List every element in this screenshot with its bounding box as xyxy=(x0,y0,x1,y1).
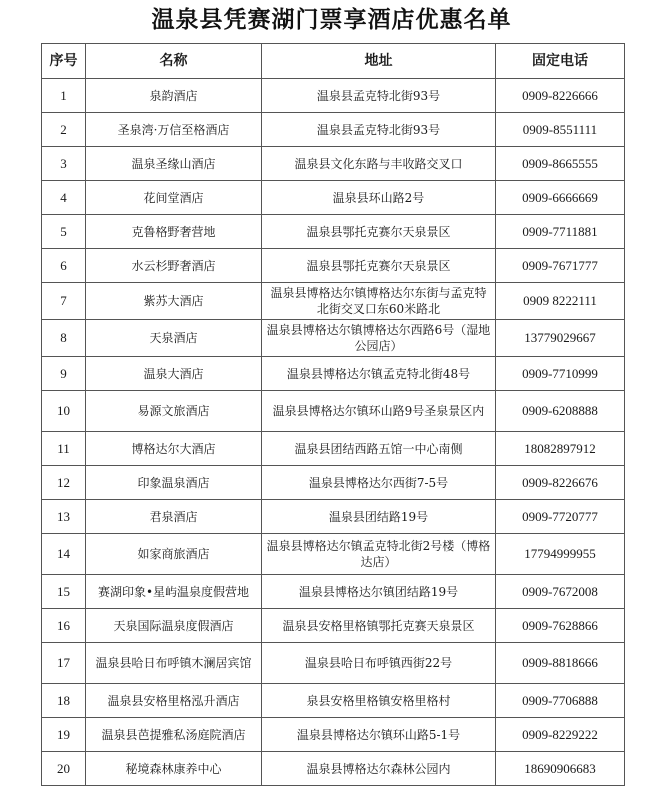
row-number: 3 xyxy=(42,147,86,181)
hotel-address: 温泉县博格达尔镇博格达尔西路6号（湿地公园店） xyxy=(262,320,496,357)
row-number: 1 xyxy=(42,79,86,113)
hotel-phone: 0909-7720777 xyxy=(496,500,625,534)
table-row xyxy=(42,718,625,752)
hotel-phone: 18082897912 xyxy=(496,432,625,466)
hotel-phone: 0909-7672008 xyxy=(496,575,625,609)
hotel-name: 赛湖印象•星屿温泉度假营地 xyxy=(86,575,262,609)
hotel-address: 泉县安格里格镇安格里格村 xyxy=(262,684,496,718)
row-number: 11 xyxy=(42,432,86,466)
row-number: 12 xyxy=(42,466,86,500)
hotel-phone: 0909-6666669 xyxy=(496,181,625,215)
hotel-phone: 18690906683 xyxy=(496,752,625,786)
hotel-address: 温泉县文化东路与丰收路交叉口 xyxy=(262,147,496,181)
table-row xyxy=(42,320,625,357)
table-header-row xyxy=(42,44,625,79)
hotel-name: 克鲁格野奢营地 xyxy=(86,215,262,249)
hotel-address: 温泉县鄂托克赛尔天泉景区 xyxy=(262,249,496,283)
hotel-name: 印象温泉酒店 xyxy=(86,466,262,500)
hotel-phone: 0909-7671777 xyxy=(496,249,625,283)
header-address: 地址 xyxy=(262,44,496,79)
row-number: 8 xyxy=(42,320,86,357)
hotel-address: 温泉县团结路19号 xyxy=(262,500,496,534)
hotel-address: 温泉县博格达尔镇孟克特北街2号楼（博格达店） xyxy=(262,534,496,575)
table-row xyxy=(42,283,625,320)
table-row xyxy=(42,752,625,786)
hotel-name: 泉韵酒店 xyxy=(86,79,262,113)
header-no: 序号 xyxy=(42,44,86,79)
hotel-phone: 0909-8229222 xyxy=(496,718,625,752)
hotel-address: 温泉县博格达尔森林公园内 xyxy=(262,752,496,786)
hotel-phone: 17794999955 xyxy=(496,534,625,575)
header-name: 名称 xyxy=(86,44,262,79)
table-row xyxy=(42,249,625,283)
hotel-address: 温泉县安格里格镇鄂托克赛天泉景区 xyxy=(262,609,496,643)
hotel-name: 秘境森林康养中心 xyxy=(86,752,262,786)
row-number: 19 xyxy=(42,718,86,752)
hotel-phone: 0909 8222111 xyxy=(496,283,625,320)
table-row xyxy=(42,432,625,466)
row-number: 20 xyxy=(42,752,86,786)
hotel-phone: 0909-8551111 xyxy=(496,113,625,147)
hotel-table xyxy=(41,43,625,786)
row-number: 5 xyxy=(42,215,86,249)
table-row xyxy=(42,609,625,643)
hotel-address: 温泉县鄂托克赛尔天泉景区 xyxy=(262,215,496,249)
table-row xyxy=(42,215,625,249)
table-row xyxy=(42,684,625,718)
hotel-name: 水云杉野奢酒店 xyxy=(86,249,262,283)
hotel-name: 圣泉湾·万信至格酒店 xyxy=(86,113,262,147)
table-row xyxy=(42,391,625,432)
hotel-name: 温泉县芭提雅私汤庭院酒店 xyxy=(86,718,262,752)
hotel-name: 花间堂酒店 xyxy=(86,181,262,215)
hotel-address: 温泉县博格达尔镇孟克特北街48号 xyxy=(262,357,496,391)
hotel-phone: 0909-7710999 xyxy=(496,357,625,391)
row-number: 2 xyxy=(42,113,86,147)
hotel-address: 温泉县孟克特北街93号 xyxy=(262,113,496,147)
table-row xyxy=(42,575,625,609)
hotel-address: 温泉县哈日布呼镇西街22号 xyxy=(262,643,496,684)
hotel-phone: 0909-8665555 xyxy=(496,147,625,181)
hotel-name: 天泉国际温泉度假酒店 xyxy=(86,609,262,643)
row-number: 14 xyxy=(42,534,86,575)
hotel-phone: 0909-8818666 xyxy=(496,643,625,684)
hotel-name: 温泉县哈日布呼镇木澜居宾馆 xyxy=(86,643,262,684)
hotel-address: 温泉县博格达尔镇团结路19号 xyxy=(262,575,496,609)
hotel-address: 温泉县环山路2号 xyxy=(262,181,496,215)
table-row xyxy=(42,79,625,113)
table-row xyxy=(42,643,625,684)
table-row xyxy=(42,357,625,391)
hotel-address: 温泉县博格达尔镇环山路9号圣泉景区内 xyxy=(262,391,496,432)
table-row xyxy=(42,500,625,534)
hotel-name: 易源文旅酒店 xyxy=(86,391,262,432)
hotel-name: 君泉酒店 xyxy=(86,500,262,534)
row-number: 7 xyxy=(42,283,86,320)
hotel-name: 温泉县安格里格泓升酒店 xyxy=(86,684,262,718)
hotel-phone: 13779029667 xyxy=(496,320,625,357)
hotel-address: 温泉县团结西路五馆一中心南侧 xyxy=(262,432,496,466)
hotel-address: 温泉县博格达尔西街7-5号 xyxy=(262,466,496,500)
row-number: 17 xyxy=(42,643,86,684)
hotel-name: 紫苏大酒店 xyxy=(86,283,262,320)
hotel-phone: 0909-7711881 xyxy=(496,215,625,249)
hotel-name: 如家商旅酒店 xyxy=(86,534,262,575)
hotel-phone: 0909-7706888 xyxy=(496,684,625,718)
table-row xyxy=(42,181,625,215)
hotel-phone: 0909-8226666 xyxy=(496,79,625,113)
hotel-address: 温泉县孟克特北街93号 xyxy=(262,79,496,113)
row-number: 10 xyxy=(42,391,86,432)
row-number: 15 xyxy=(42,575,86,609)
row-number: 16 xyxy=(42,609,86,643)
hotel-name: 天泉酒店 xyxy=(86,320,262,357)
hotel-address: 温泉县博格达尔镇环山路5-1号 xyxy=(262,718,496,752)
table-row xyxy=(42,466,625,500)
table-row xyxy=(42,113,625,147)
row-number: 13 xyxy=(42,500,86,534)
row-number: 6 xyxy=(42,249,86,283)
row-number: 9 xyxy=(42,357,86,391)
hotel-phone: 0909-7628866 xyxy=(496,609,625,643)
table-row xyxy=(42,147,625,181)
table-row xyxy=(42,534,625,575)
hotel-name: 温泉大酒店 xyxy=(86,357,262,391)
hotel-phone: 0909-8226676 xyxy=(496,466,625,500)
row-number: 4 xyxy=(42,181,86,215)
page-title: 温泉县凭赛湖门票享酒店优惠名单 xyxy=(151,6,512,33)
header-phone: 固定电话 xyxy=(496,44,625,79)
hotel-phone: 0909-6208888 xyxy=(496,391,625,432)
hotel-name: 温泉圣缘山酒店 xyxy=(86,147,262,181)
hotel-address: 温泉县博格达尔镇博格达尔东街与孟克特北街交叉口东60米路北 xyxy=(262,283,496,320)
row-number: 18 xyxy=(42,684,86,718)
hotel-name: 博格达尔大酒店 xyxy=(86,432,262,466)
